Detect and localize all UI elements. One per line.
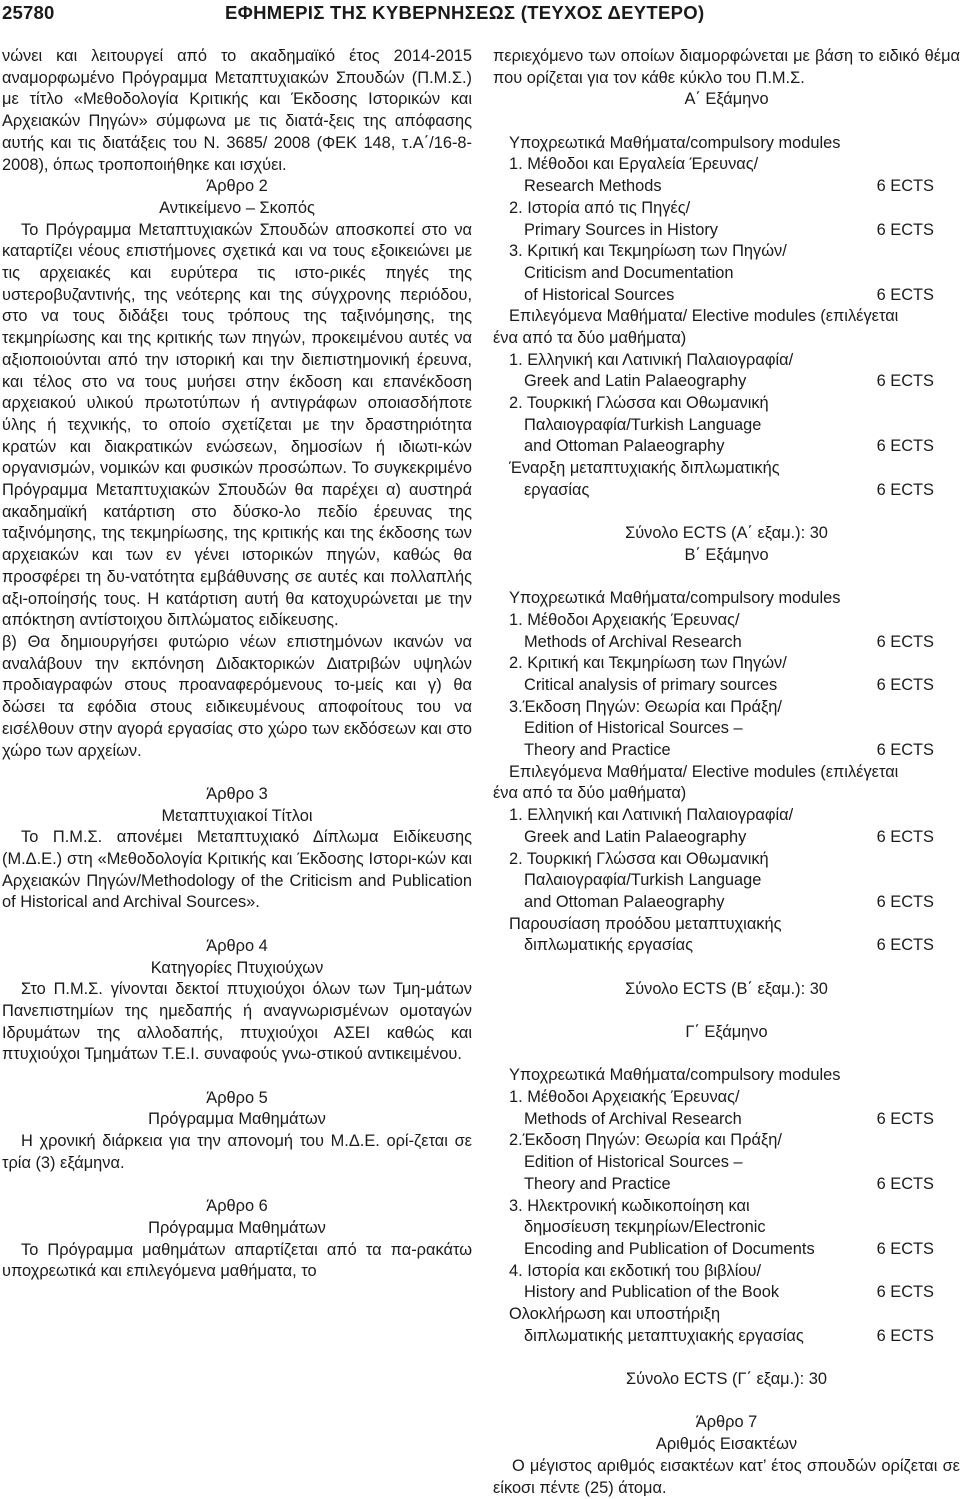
compulsory-heading: Υποχρεωτικά Μαθήματα/compulsory modules — [509, 1066, 841, 1085]
course-line: Παλαιογραφία/Turkish Language — [524, 415, 762, 434]
article-3-paragraph: Το Π.Μ.Σ. απονέμει Μεταπτυχιακό Δίπλωμα Ειδίκευσης (Μ.Δ.Ε.) στη «Μεθοδολογία Κριτικής και Έκδοσης Ιστορι-κών και Αρχειακών Πηγών/Methodology of the Criticism and Publication of Historical and Archival Sources». — [2, 828, 472, 912]
article-4-paragraph: Στο Π.Μ.Σ. γίνονται δεκτοί πτυχιούχοι όλων των Τμη-μάτων Πανεπιστημίων της ημεδαπής ή αναγνωρισμένων ομοταγών Ιδρυμάτων της αλλοδαπής, πτυχιούχοι ΑΣΕΙ καθώς και πτυχιούχοι Τμημάτων Τ.Ε.Ι. συναφούς γνω-στικού αντικειμένου. — [2, 980, 472, 1064]
course-line: 3.Έκδοση Πηγών: Θεωρία και Πράξη/ — [509, 697, 782, 716]
course-line: 1. Μέθοδοι Αρχειακής Έρευνας/ — [509, 1088, 740, 1107]
semester-a-title: Α΄ Εξάμηνο — [684, 90, 769, 109]
right-column — [493, 46, 960, 1499]
course-line — [493, 632, 960, 654]
course-text: Methods of Archival Research — [524, 1109, 742, 1128]
course-line: Criticism and Documentation — [524, 263, 734, 282]
ects-value: 6 ECTS — [876, 892, 934, 911]
thesis-line — [493, 1326, 960, 1348]
ects-value: 6 ECTS — [876, 437, 934, 456]
course-text: διπλωματικής μεταπτυχιακής εργασίας — [524, 1326, 804, 1345]
ects-value: 6 ECTS — [876, 936, 934, 955]
ects-value: 6 ECTS — [876, 285, 934, 304]
compulsory-heading: Υποχρεωτικά Μαθήματα/compulsory modules — [509, 589, 841, 608]
course-text: Greek and Latin Palaeography — [524, 372, 747, 391]
course-line — [493, 827, 960, 849]
course-line — [493, 436, 960, 458]
ects-value: 6 ECTS — [876, 480, 934, 499]
elective-heading: Επιλεγόμενα Μαθήματα/ Elective modules (επιλέγεται — [509, 762, 899, 781]
course-line: δημοσίευση τεκμηρίων/Electronic — [524, 1218, 766, 1237]
course-line — [493, 892, 960, 914]
thesis-line: Ολοκλήρωση και υποστήριξη — [509, 1304, 721, 1323]
course-text: Greek and Latin Palaeography — [524, 827, 747, 846]
ects-value: 6 ECTS — [876, 220, 934, 239]
gazette-title: ΕΦΗΜΕΡΙΣ ΤΗΣ ΚΥΒΕΡΝΗΣΕΩΣ (ΤΕΥΧΟΣ ΔΕΥΤΕΡΟ) — [225, 2, 705, 23]
article-7-heading: Άρθρο 7 — [695, 1413, 758, 1432]
ects-value: 6 ECTS — [876, 177, 934, 196]
course-line — [493, 176, 960, 198]
article-5-heading: Άρθρο 5 — [206, 1088, 268, 1107]
ects-value: 6 ECTS — [876, 676, 934, 695]
course-line: Παλαιογραφία/Turkish Language — [524, 871, 762, 890]
right-intro-paragraph: περιεχόμενο των οποίων διαμορφώνεται με βάση το ειδικό θέμα που ορίζεται για τον κάθε κύκλο του Π.Μ.Σ. — [493, 47, 960, 87]
course-text: History and Publication of the Book — [524, 1283, 780, 1302]
semester-b-total: Σύνολο ECTS (Β΄ εξαμ.): 30 — [625, 979, 828, 998]
ects-value: 6 ECTS — [876, 1326, 934, 1345]
semester-c-total: Σύνολο ECTS (Γ΄ εξαμ.): 30 — [626, 1370, 827, 1389]
article-3-title: Μεταπτυχιακοί Τίτλοι — [161, 806, 313, 825]
course-text: Methods of Archival Research — [524, 632, 742, 651]
thesis-line: Παρουσίαση προόδου μεταπτυχιακής — [509, 914, 782, 933]
course-line: 4. Ιστορία και εκδοτική του βιβλίου/ — [509, 1261, 762, 1280]
article-7-paragraph: Ο μέγιστος αριθμός εισακτέων κατ’ έτος σπουδών ορίζεται σε είκοσι πέντε (25) άτομα. — [493, 1456, 960, 1497]
course-line — [493, 1174, 960, 1196]
course-line — [493, 1239, 960, 1261]
thesis-line: Έναρξη μεταπτυχιακής διπλωματικής — [509, 459, 780, 478]
ects-value: 6 ECTS — [876, 1174, 934, 1193]
course-line — [493, 675, 960, 697]
course-text: and Ottoman Palaeography — [524, 892, 725, 911]
course-line: 1. Ελληνική και Λατινική Παλαιογραφία/ — [509, 350, 794, 369]
article-7-title: Αριθμός Εισακτέων — [655, 1435, 798, 1454]
left-column — [2, 46, 472, 1283]
course-text: Theory and Practice — [524, 741, 671, 760]
course-text: of Historical Sources — [524, 285, 675, 304]
article-2-title: Αντικείμενο – Σκοπός — [159, 198, 315, 217]
course-text: Theory and Practice — [524, 1174, 671, 1193]
elective-heading: ένα από τα δύο μαθήματα) — [493, 784, 687, 803]
ects-value: 6 ECTS — [876, 632, 934, 651]
compulsory-heading: Υποχρεωτικά Μαθήματα/compulsory modules — [509, 133, 841, 152]
course-text: εργασίας — [524, 480, 590, 499]
ects-value: 6 ECTS — [876, 372, 934, 391]
article-2-paragraph-1: Το Πρόγραμμα Μεταπτυχιακών Σπουδών αποσκοπεί στο να καταρτίζει νέους επιστήμονες σχετικά και να τους εξοικειώνει με τις αρχειακές και ευρύτερα τις ιστο-ρικές πηγές της υστεροβυζαντινής, της νεότερης και της σύγχρονης περιόδου, στο να τους διδάξει τους τρόπους της ταξινόμησης, της τεκμηρίωσης και της κριτικής των πηγών, προκειμένου αυτές να αξιοποιούνται από την ιστορική και την διεπιστημονική έρευνα, και τέλος στο να τους μυήσει στην έκδοση και επανέκδοση αρχειακού υλικού πρωτοτύπων ή αντιγράφων οποιασδήποτε ύλης ή τεχνικής, το οποίο σχετίζεται με την δραστηριότητα κρατών και διακρατικών ενώσεων, δημοσίων ή ιδιωτι-κών οργανισμών, νομικών και φυσικών προσώπων. Το συγκεκριμένο Πρόγραμμα Μεταπτυχιακών Σπουδών θα παρέχει α) αυστηρά ακαδημαϊκή κατάρτιση στο δύσκο-λο πεδίο έρευνας της ταξινόμησης, της τεκμηρίωσης, της κριτικής και της έκδοσης των αρχειακών και των εν γένει ιστορικών πηγών, καθώς θα προσφέρει τη δυ-νατότητα εμβάθυνσης σε αυτές και πολλαπλής αξι-οποίησής τους. Η κατάρτιση αυτή θα κατοχυρώνεται με την απόκτηση αντίστοιχου διπλώματος ειδίκευσης. — [2, 220, 472, 630]
semester-b-title: Β΄ Εξάμηνο — [684, 545, 769, 564]
course-line: 2.Έκδοση Πηγών: Θεωρία και Πράξη/ — [509, 1131, 782, 1150]
semester-c-title: Γ΄ Εξάμηνο — [685, 1023, 768, 1042]
course-line: 3. Ηλεκτρονική κωδικοποίηση και — [509, 1196, 750, 1215]
course-line: 2. Ιστορία από τις Πηγές/ — [509, 198, 691, 217]
article-6-paragraph: Το Πρόγραμμα μαθημάτων απαρτίζεται από τα πα-ρακάτω υποχρεωτικά και επιλεγόμενα μαθήματα, το — [2, 1240, 472, 1281]
course-line: 3. Κριτική και Τεκμηρίωση των Πηγών/ — [509, 242, 787, 261]
elective-heading: ένα από τα δύο μαθήματα) — [493, 328, 687, 347]
ects-value: 6 ECTS — [876, 1283, 934, 1302]
thesis-line — [493, 935, 960, 957]
course-text: Research Methods — [524, 177, 662, 196]
article-6-title: Πρόγραμμα Μαθημάτων — [148, 1218, 326, 1237]
course-line — [493, 740, 960, 762]
course-line: 2. Τουρκική Γλώσσα και Οθωμανική — [509, 849, 769, 868]
course-line: 1. Μέθοδοι και Εργαλεία Έρευνας/ — [509, 155, 759, 174]
course-text: and Ottoman Palaeography — [524, 437, 725, 456]
course-line — [493, 220, 960, 242]
course-line: Edition of Historical Sources – — [524, 1153, 743, 1172]
course-line — [493, 285, 960, 307]
article-4-title: Κατηγορίες Πτυχιούχων — [150, 958, 324, 977]
thesis-line — [493, 480, 960, 502]
article-2-heading: Άρθρο 2 — [206, 177, 268, 196]
elective-heading: Επιλεγόμενα Μαθήματα/ Elective modules (επιλέγεται — [509, 307, 899, 326]
ects-value: 6 ECTS — [876, 1109, 934, 1128]
course-line — [493, 371, 960, 393]
article-2-paragraph-2: β) Θα δημιουργήσει φυτώριο νέων επιστημόνων ικανών να αναλάβουν την εκπόνηση Διδακτορικών Διατριβών υψηλών προδιαγραφών στους προαναφερόμενους το-μείς και γ) θα δώσει τα εφόδια στους ειδικευμένους αποφοίτους του να εισέλθουν στην αγορά εργασίας στο χώρο των εκδόσεων και στο χώρο των αρχείων. — [2, 632, 472, 760]
course-text: Encoding and Publication of Documents — [524, 1239, 815, 1258]
intro-paragraph: νώνει και λειτουργεί από το ακαδημαϊκό έτος 2014-2015 αναμορφωμένο Πρόγραμμα Μεταπτυχιακών Σπουδών (Π.Μ.Σ.) με τίτλο «Μεθοδολογία Κριτικής και Έκδοσης Ιστορικών και Αρχειακών Πηγών» σύμφωνα με τις διατά-ξεις της απόφασης αυτής και τις διατάξεις του Ν. 3685/ 2008 (ΦΕΚ 148, τ.Α΄/16-8-2008), όπως τροποποιήθηκε και ισχύει. — [2, 47, 472, 174]
page-header — [0, 0, 960, 34]
course-text: Critical analysis of primary sources — [524, 676, 778, 695]
course-line: 1. Ελληνική και Λατινική Παλαιογραφία/ — [509, 806, 794, 825]
ects-value: 6 ECTS — [876, 827, 934, 846]
article-5-title: Πρόγραμμα Μαθημάτων — [148, 1110, 326, 1129]
page-number: 25780 — [2, 2, 55, 23]
course-line: Edition of Historical Sources – — [524, 719, 743, 738]
course-text: διπλωματικής εργασίας — [524, 936, 694, 955]
article-4-heading: Άρθρο 4 — [206, 936, 268, 955]
course-text: Primary Sources in History — [524, 220, 718, 239]
course-line — [493, 1109, 960, 1131]
course-line — [493, 1282, 960, 1304]
ects-value: 6 ECTS — [876, 741, 934, 760]
article-5-paragraph: Η χρονική διάρκεια για την απονομή του Μ.Δ.Ε. ορί-ζεται σε τρία (3) εξάμηνα. — [2, 1132, 472, 1172]
course-line: 1. Μέθοδοι Αρχειακής Έρευνας/ — [509, 610, 740, 629]
course-line: 2. Κριτική και Τεκμηρίωση των Πηγών/ — [509, 654, 787, 673]
course-line: 2. Τουρκική Γλώσσα και Οθωμανική — [509, 394, 769, 413]
article-6-heading: Άρθρο 6 — [206, 1197, 268, 1216]
semester-a-total: Σύνολο ECTS (Α΄ εξαμ.): 30 — [625, 524, 828, 543]
ects-value: 6 ECTS — [876, 1239, 934, 1258]
article-3-heading: Άρθρο 3 — [206, 784, 268, 803]
